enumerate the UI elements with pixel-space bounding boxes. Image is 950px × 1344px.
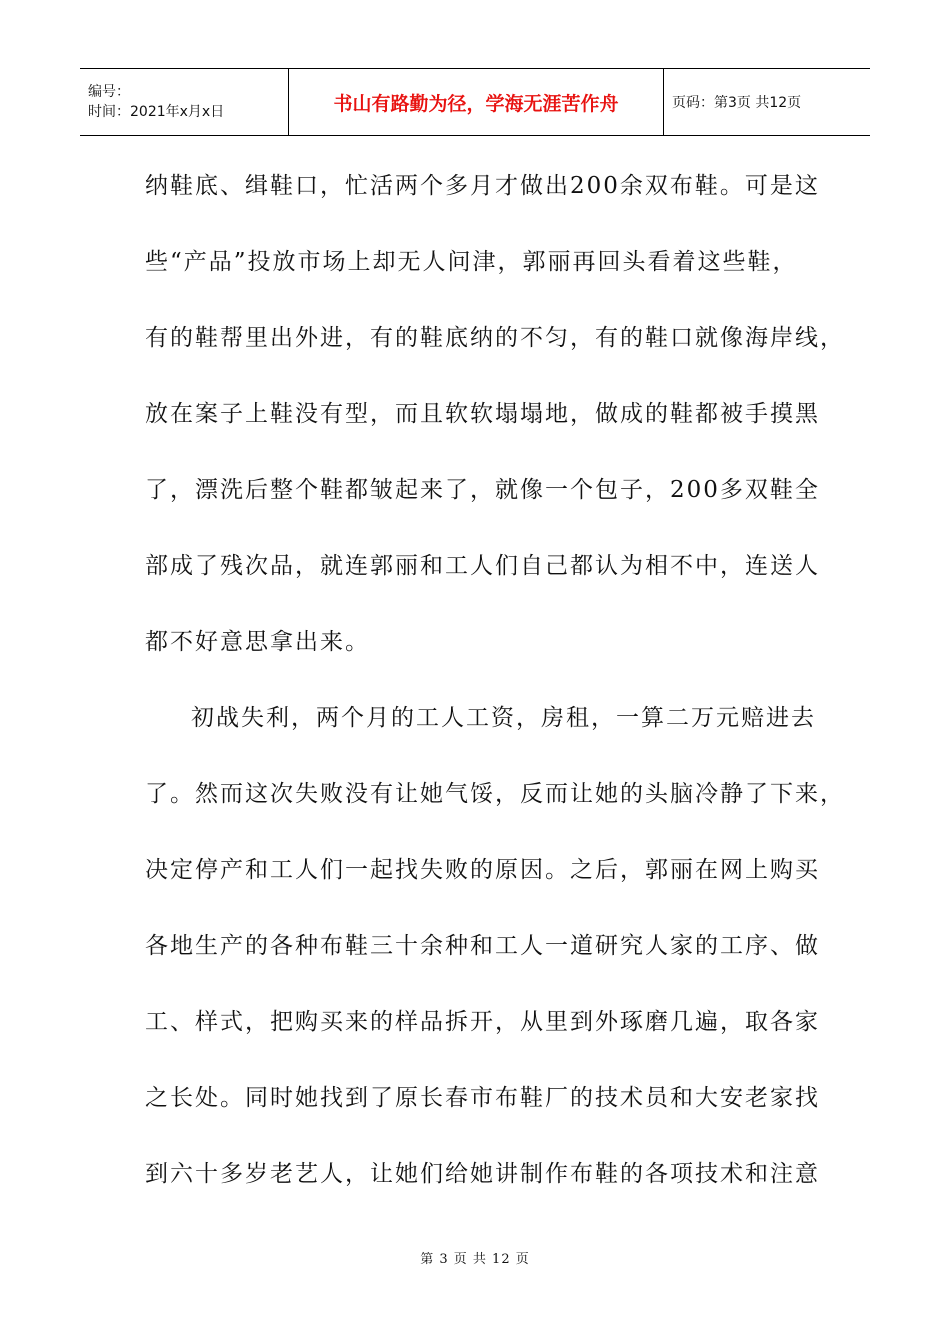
document-number-label: 编号：: [88, 84, 130, 100]
body-line: 放在案子上鞋没有型，而且软软塌塌地，做成的鞋都被手摸黑: [145, 401, 820, 427]
body-line: 了。然而这次失败没有让她气馁，反而让她的头脑冷静了下来，: [145, 781, 845, 807]
body-line: 了，漂洗后整个鞋都皱起来了，就像一个包子，200多双鞋全: [145, 477, 820, 503]
header-page-info: 页码：第3页 共12页: [664, 69, 871, 136]
body-line: 都不好意思拿出来。: [145, 629, 370, 655]
body-line: 些“产品”投放市场上却无人问津，郭丽再回头看着这些鞋，: [145, 249, 798, 275]
header-meta-cell: [80, 69, 289, 136]
paragraph-first-line: 初战失利，两个月的工人工资，房租，一算二万元赔进去: [191, 705, 816, 731]
document-time-label: 时间：2021年x月x日: [88, 104, 225, 120]
page-footer-number: 第 3 页 共 12 页: [420, 1252, 530, 1267]
body-line: 到六十多岁老艺人，让她们给她讲制作布鞋的各项技术和注意: [145, 1161, 820, 1187]
page-header: [80, 68, 870, 136]
body-line: 有的鞋帮里出外进，有的鞋底纳的不匀，有的鞋口就像海岸线，: [145, 325, 845, 351]
body-line: 之长处。同时她找到了原长春市布鞋厂的技术员和大安老家找: [145, 1085, 820, 1111]
body-line: 部成了残次品，就连郭丽和工人们自己都认为相不中，连送人: [145, 553, 820, 579]
header-motto: 书山有路勤为径，学海无涯苦作舟: [289, 69, 664, 136]
body-line: 决定停产和工人们一起找失败的原因。之后，郭丽在网上购买: [145, 857, 820, 883]
body-line: 各地生产的各种布鞋三十余种和工人一道研究人家的工序、做: [145, 933, 820, 959]
body-line: 工、样式，把购买来的样品拆开，从里到外琢磨几遍，取各家: [145, 1009, 820, 1035]
body-line: 纳鞋底、缉鞋口，忙活两个多月才做出200余双布鞋。可是这: [145, 173, 820, 199]
document-body: [145, 148, 845, 1212]
